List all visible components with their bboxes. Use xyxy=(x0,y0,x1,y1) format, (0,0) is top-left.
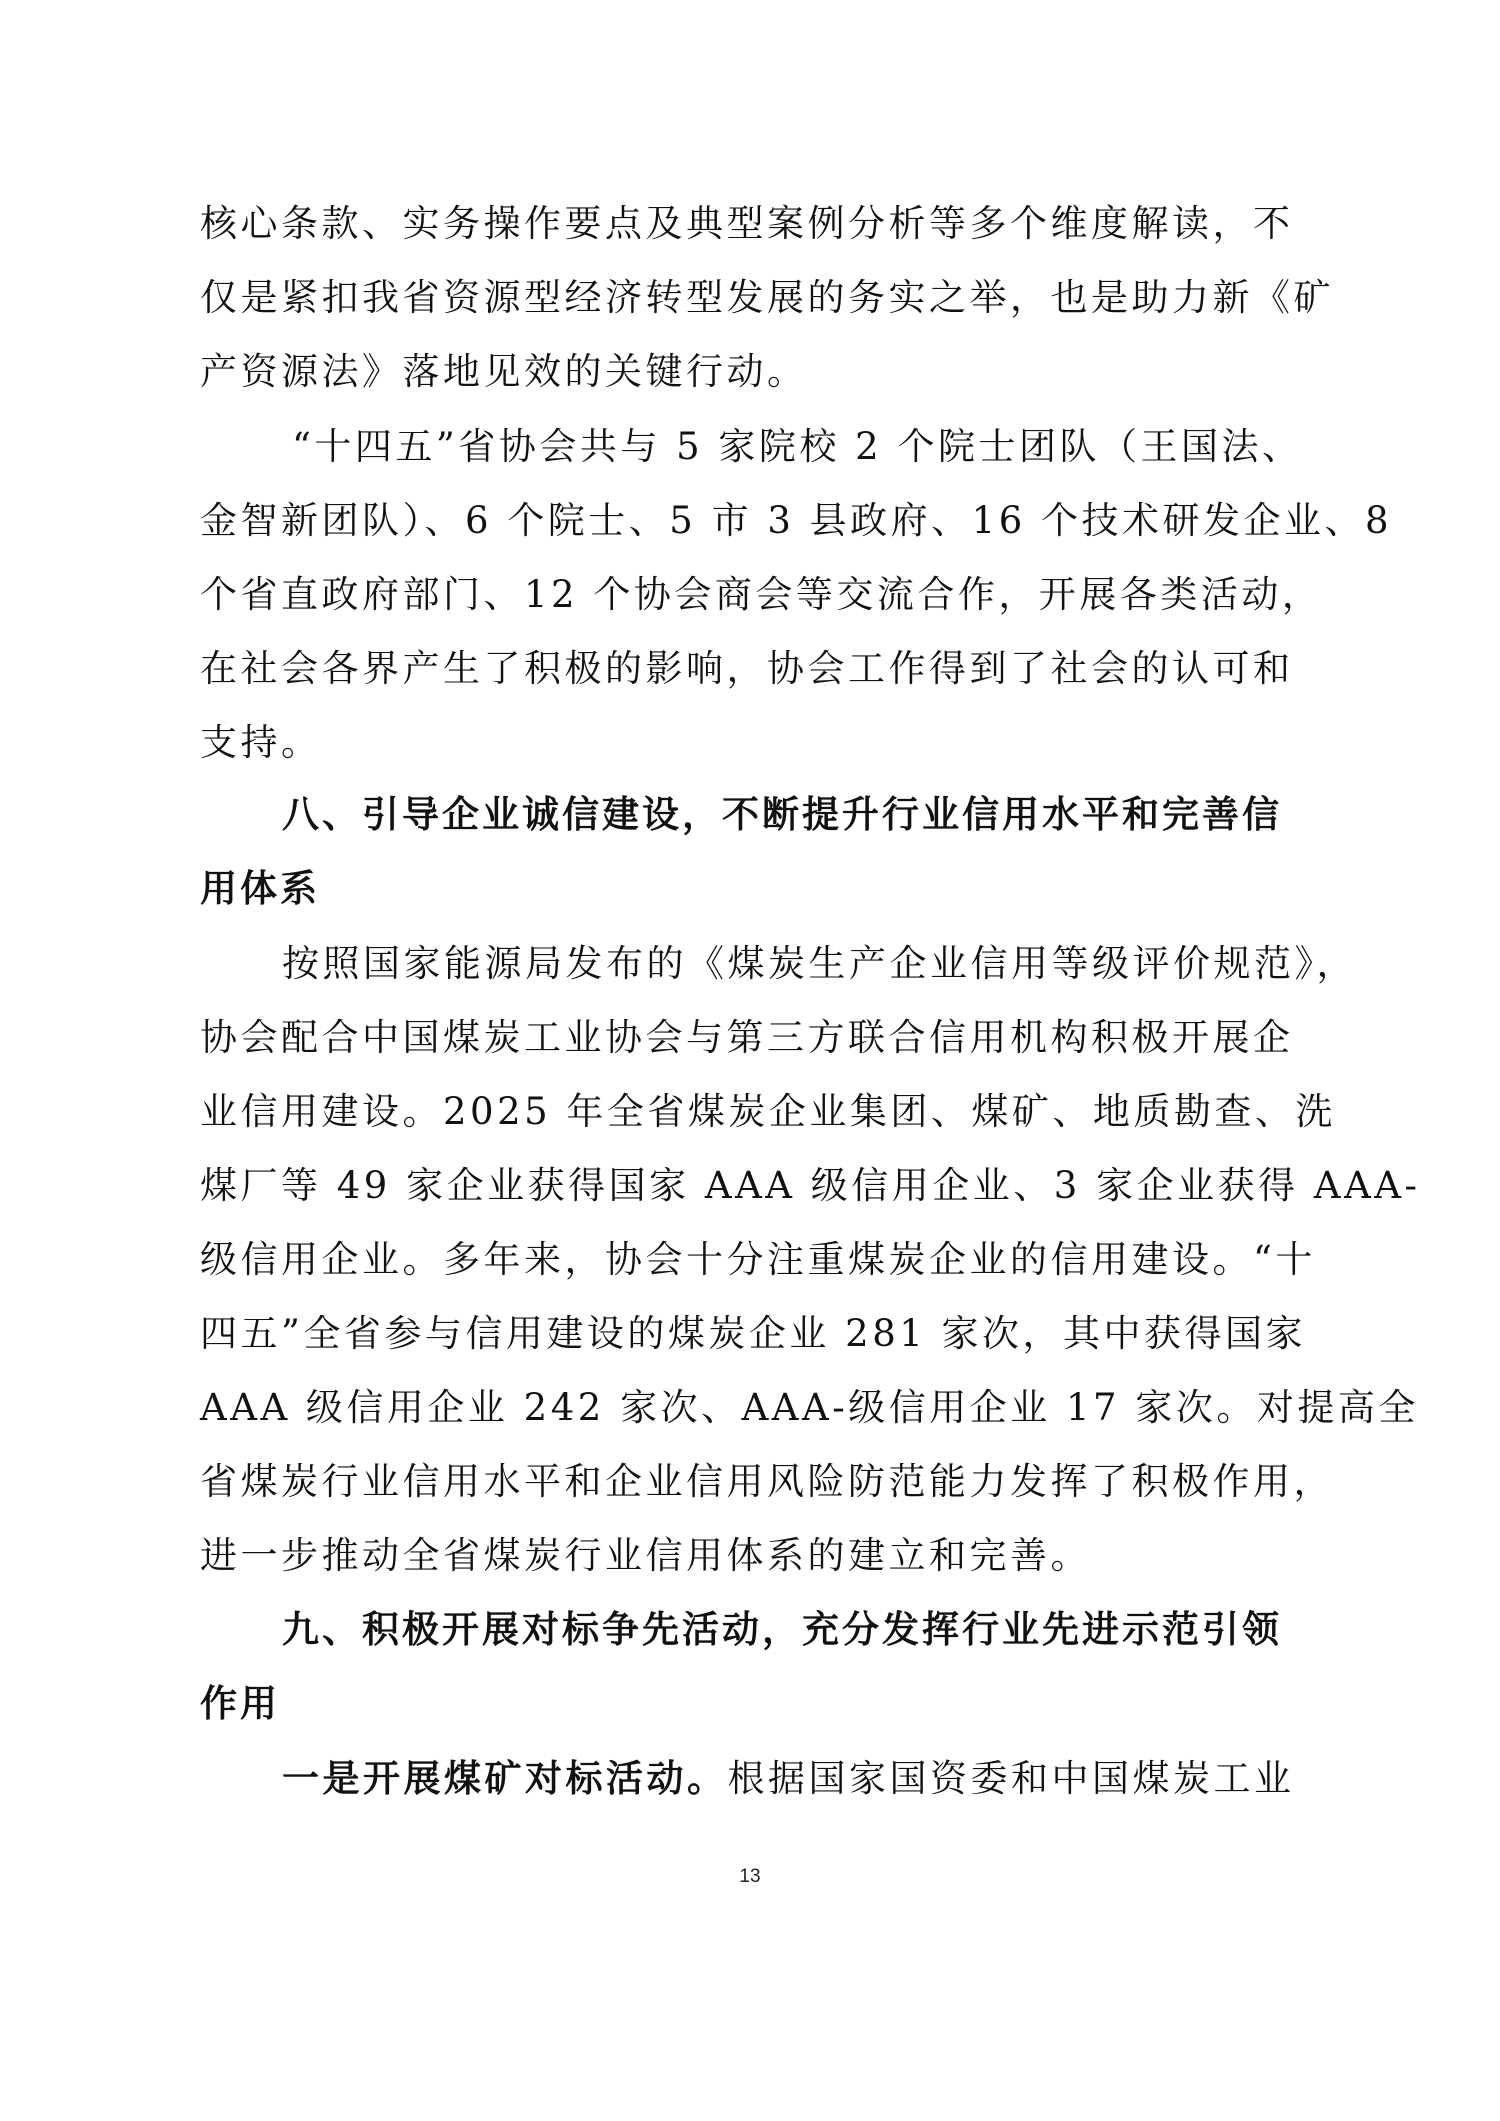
body-line: 个省直政府部门、12 个协会商会等交流合作，开展各类活动， xyxy=(200,573,1323,616)
body-line: 协会配合中国煤炭工业协会与第三方联合信用机构积极开展企 xyxy=(200,1016,1294,1059)
section-heading: 作用 xyxy=(200,1682,280,1725)
body-line: AAA 级信用企业 242 家次、AAA-级信用企业 17 家次。对提高全 xyxy=(200,1386,1419,1429)
body-line: 支持。 xyxy=(200,721,322,764)
body-line: 煤厂等 49 家企业获得国家 AAA 级信用企业、3 家企业获得 AAA- xyxy=(200,1164,1421,1207)
body-line: 业信用建设。2025 年全省煤炭企业集团、煤矿、地质勘查、洗 xyxy=(200,1090,1336,1133)
section-heading: 用体系 xyxy=(200,867,320,910)
body-line: 金智新团队）、6 个院士、5 市 3 县政府、16 个技术研发企业、8 xyxy=(200,499,1393,542)
body-line: 进一步推动全省煤炭行业信用体系的建立和完善。 xyxy=(200,1534,1091,1577)
body-line: 产资源法》落地见效的关键行动。 xyxy=(200,350,808,393)
body-line: 仅是紧扣我省资源型经济转型发展的务实之举，也是助力新《矿 xyxy=(200,276,1334,319)
body-line xyxy=(282,1749,1320,1809)
paragraph-lead: 一是开展煤矿对标活动。 xyxy=(282,1757,728,1800)
body-line: 核心条款、实务操作要点及典型案例分析等多个维度解读，不 xyxy=(200,202,1294,245)
body-line: “十四五”省协会共与 5 家院校 2 个院士团队（王国法、 xyxy=(292,425,1303,468)
page-number: 13 xyxy=(739,1866,761,1887)
body-line: 级信用企业。多年来，协会十分注重煤炭企业的信用建设。“十 xyxy=(200,1238,1316,1281)
body-line: 按照国家能源局发布的《煤炭生产企业信用等级评价规范》， xyxy=(282,942,1357,985)
body-line: 四五”全省参与信用建设的煤炭企业 281 家次，其中获得国家 xyxy=(200,1312,1307,1355)
body-line: 在社会各界产生了积极的影响，协会工作得到了社会的认可和 xyxy=(200,647,1294,690)
section-heading: 九、积极开展对标争先活动，充分发挥行业先进示范引领 xyxy=(282,1608,1282,1651)
section-heading: 八、引导企业诚信建设，不断提升行业信用水平和完善信 xyxy=(282,793,1282,836)
body-line: 省煤炭行业信用水平和企业信用风险防范能力发挥了积极作用， xyxy=(200,1460,1334,1503)
paragraph-text: 根据国家国资委和中国煤炭工业 xyxy=(727,1757,1295,1800)
